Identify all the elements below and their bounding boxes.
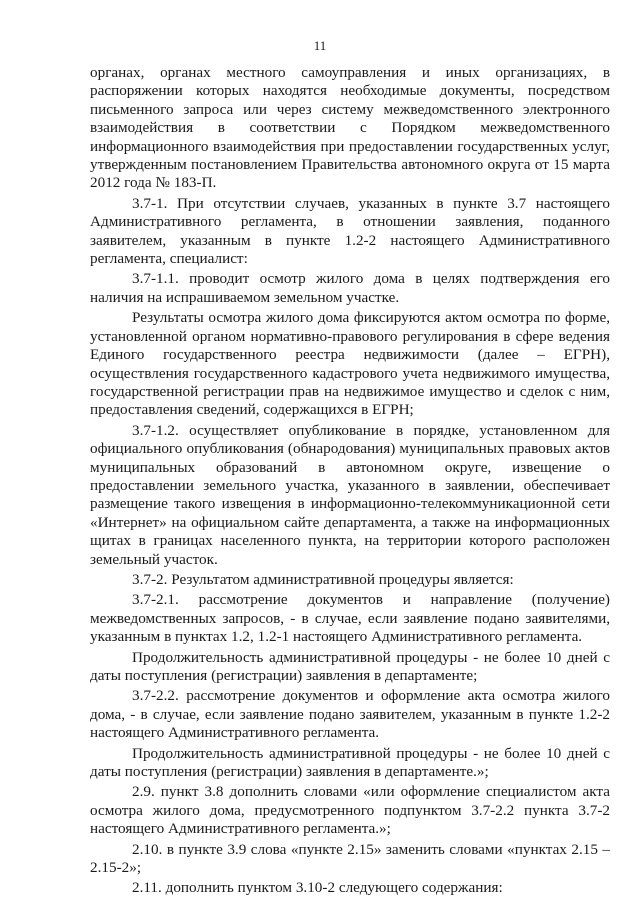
paragraph: 3.7-1.2. осуществляет опубликование в порядке, установленном для официального опубликования (обнародования) муниципальных правовых актов муниципальных образований в автономном округе, извещение о предоставлении земельного участка, указанного в заявлении, обеспечивает размещение такого извещения в информационно-телекоммуникационной сети «Интернет» на официальном сайте департамента, а также на информационных щитах в границах населенного пункта, на территории которого расположен земельный участок. (90, 421, 610, 568)
page-number: 11 (313, 38, 327, 53)
paragraph: 3.7-1. При отсутствии случаев, указанных в пункте 3.7 настоящего Административного регламента, в отношении заявления, поданного заявителем, указанным в пункте 1.2-2 настоящего Административного регламента, специалист: (90, 194, 610, 268)
paragraph: 3.7-1.1. проводит осмотр жилого дома в целях подтверждения его наличия на испрашиваемом земельном участке. (90, 270, 610, 306)
paragraph: Продолжительность административной процедуры - не более 10 дней с даты поступления (регистрации) заявления в департаменте; (90, 648, 610, 684)
paragraph: Результаты осмотра жилого дома фиксируются актом осмотра по форме, установленной органом нормативно-правового регулирования в сфере ведения Единого государственного реестра недвижимости (далее – ЕГРН), осуществления государственного кадастрового учета недвижимого имущества, государственной регистрации прав на недвижимое имущество и сделок с ним, предоставления сведений, содержащихся в ЕГРН; (90, 309, 610, 419)
paragraph: органах, органах местного самоуправления и иных организациях, в распоряжении которых находятся необходимые документы, посредством письменного запроса или через систему межведомственного электронного взаимодействия в соответствии с Порядком межведомственного информационного взаимодействия при предоставлении государственных услуг, утвержденным постановлением Правительства автономного округа от 15 марта 2012 года № 183-П. (90, 64, 610, 192)
paragraph: 3.7-2.1. рассмотрение документов и направление (получение) межведомственных запросов, - в случае, если заявление подано заявителями, указанным в пунктах 1.2, 1.2-1 настоящего Административного регламента. (90, 591, 610, 646)
paragraph: 3.7-2. Результатом административной процедуры является: (132, 570, 514, 588)
paragraph: Продолжительность административной процедуры - не более 10 дней с даты поступления (регистрации) заявления в департаменте.»; (90, 744, 610, 781)
paragraph: 2.9. пункт 3.8 дополнить словами «или оформление специалистом акта осмотра жилого дома, предусмотренного подпунктом 3.7-2.2 пункта 3.7-2 настоящего Административного регламента.»; (90, 783, 610, 838)
paragraph: 2.10. в пункте 3.9 слова «пункте 2.15» заменить словами «пунктах 2.15 – 2.15-2»; (90, 840, 610, 877)
paragraph: 3.7-2.2. рассмотрение документов и оформление акта осмотра жилого дома, - в случае, если заявление подано заявителем, указанным в пункте 1.2-2 настоящего Административного регламента. (90, 687, 610, 742)
paragraph: 2.11. дополнить пунктом 3.10-2 следующего содержания: (132, 879, 503, 897)
document-body (90, 64, 610, 898)
